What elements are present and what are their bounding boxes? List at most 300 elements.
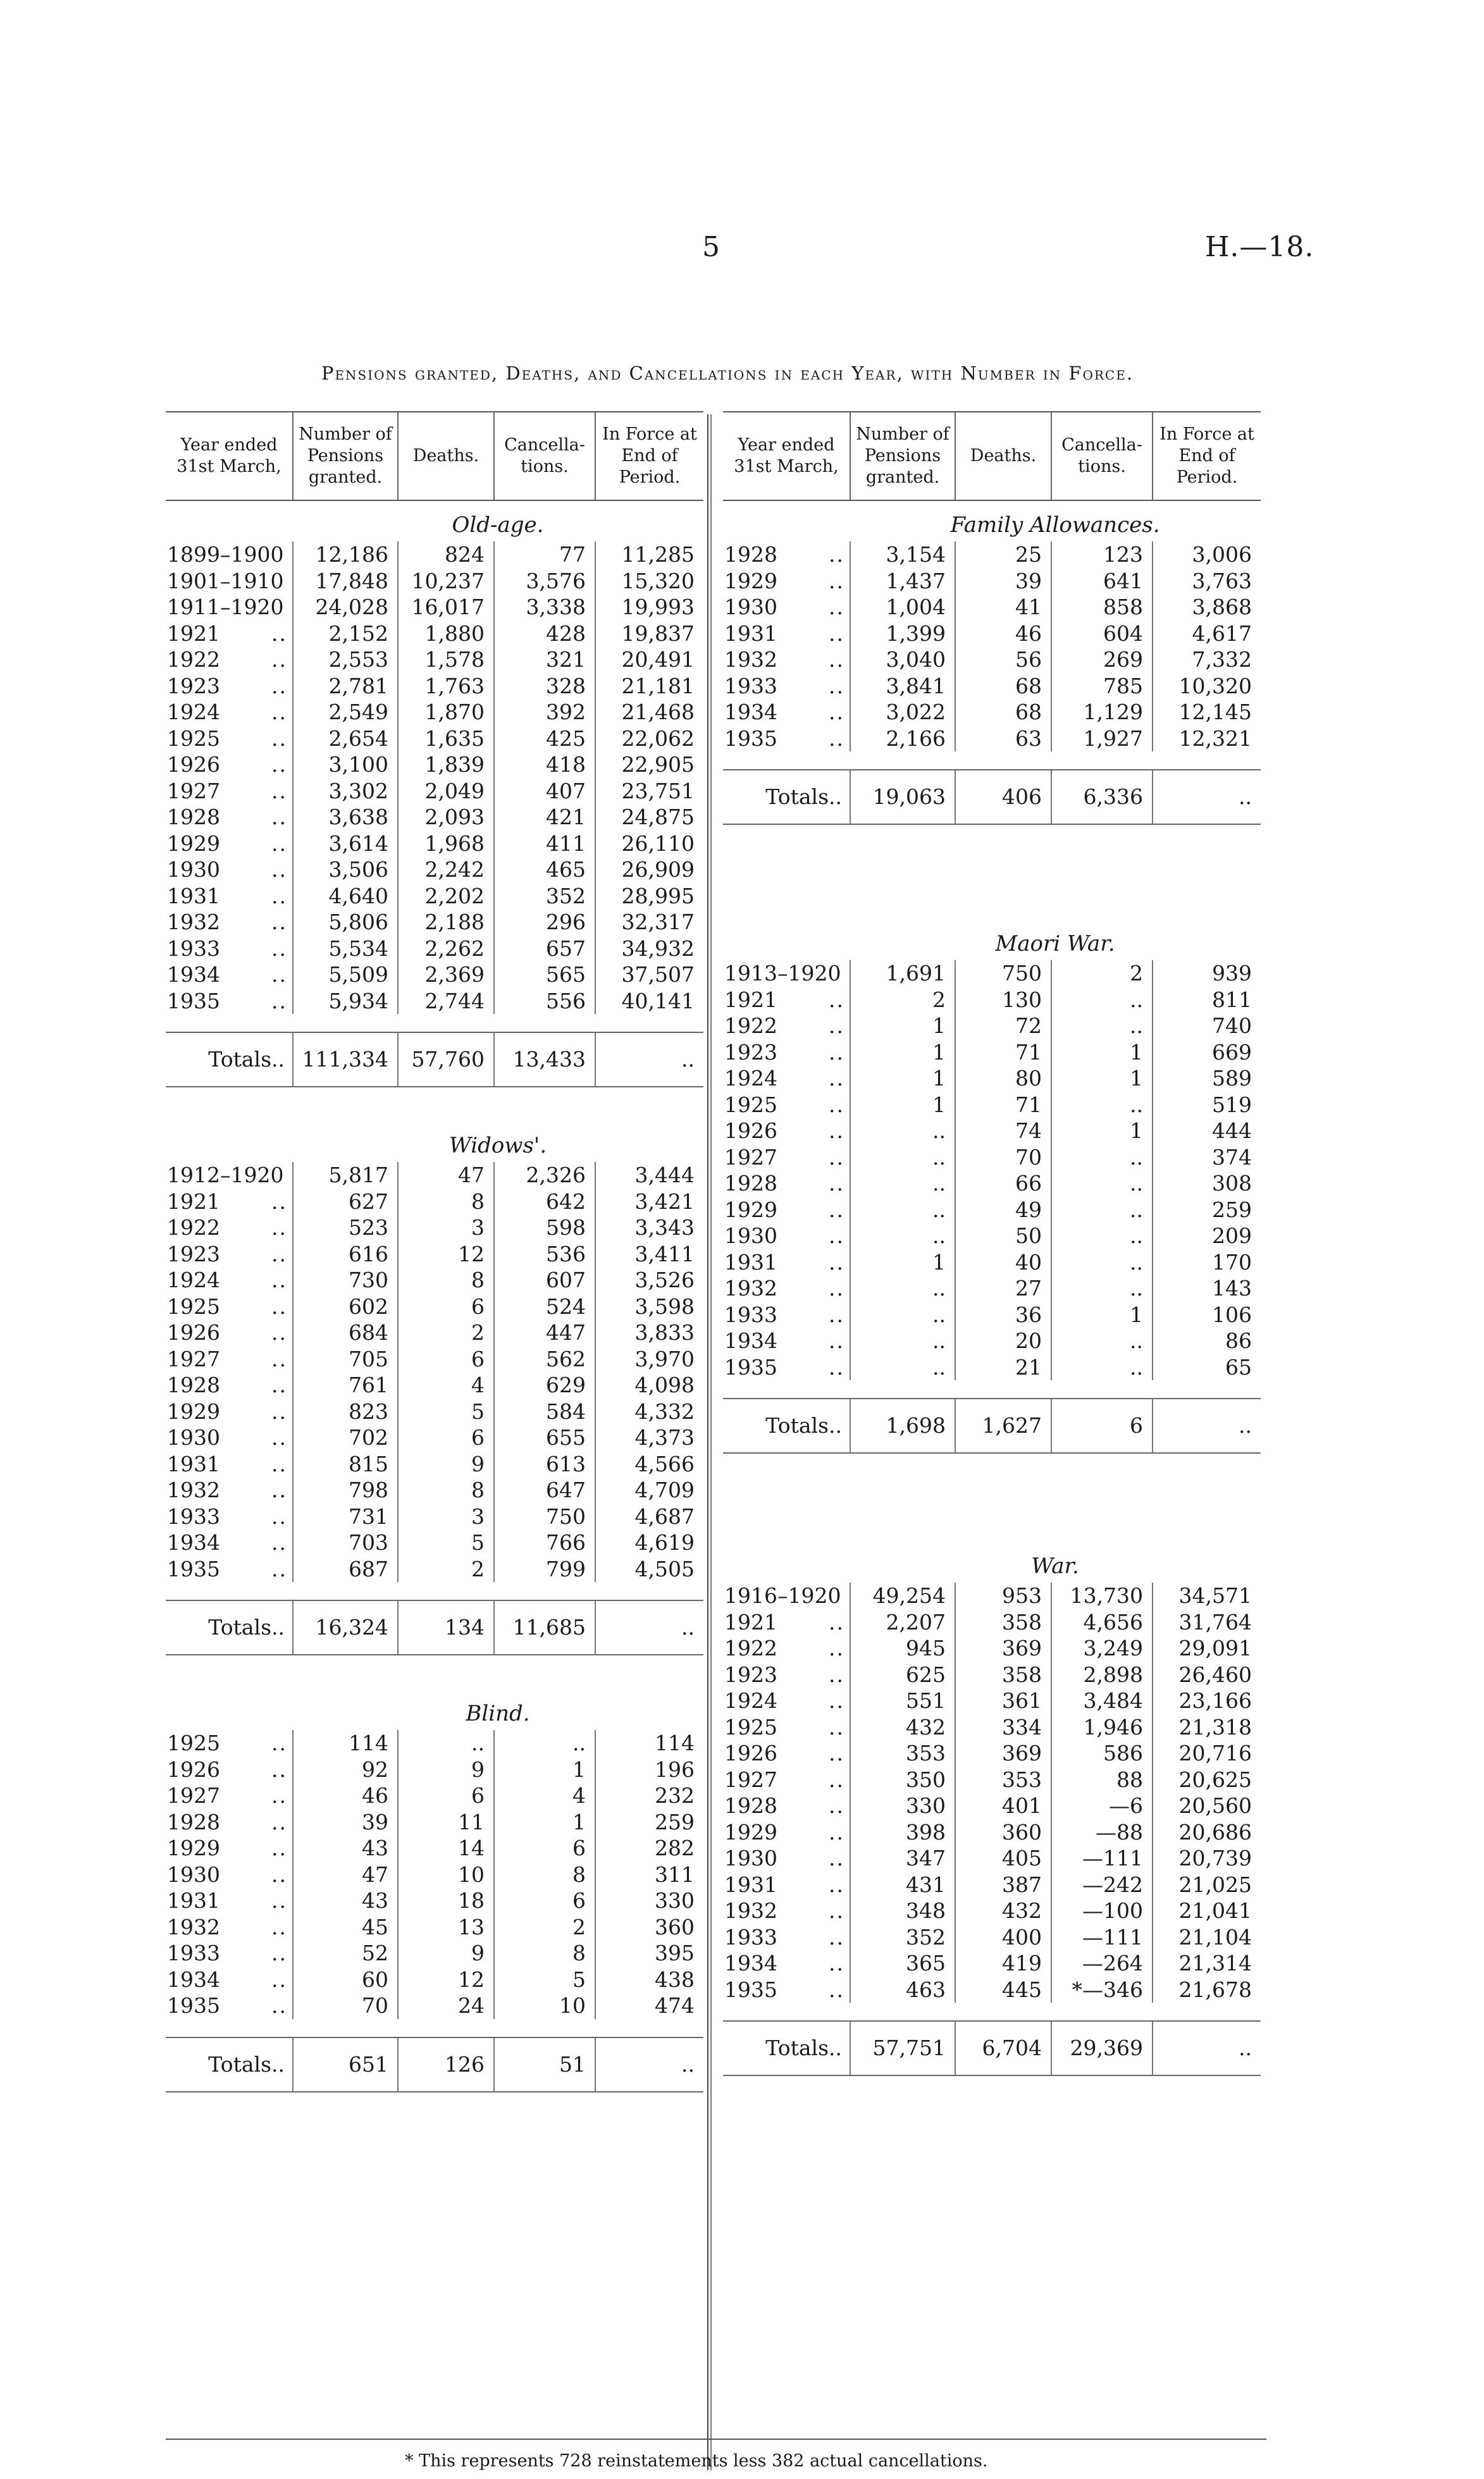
year-label: 1928 [167,1373,220,1397]
table-row [723,1950,1261,1977]
deaths-cell: 40 [955,1249,1051,1276]
leader-dots: .. [271,1993,287,2018]
in-force-cell: 3,006 [1152,541,1261,568]
table-row [723,568,1261,595]
year-label: 1935 [167,988,220,1013]
granted-cell: 731 [292,1504,397,1530]
table-row [166,1372,703,1399]
in-force-cell: 20,739 [1152,1845,1261,1872]
header-cancellations: Cancella-tions. [1051,412,1152,500]
table-row [723,1740,1261,1767]
table-row [166,1783,703,1809]
cancellations-cell: 352 [493,883,595,910]
cancellations-cell: —100 [1051,1898,1152,1924]
granted-cell: 1 [850,1039,955,1066]
section-widows [166,1122,703,1655]
granted-cell: 1 [850,1249,955,1276]
table-row [723,1013,1261,1039]
cancellations-cell: .. [1051,1144,1152,1171]
year-label: 1933 [167,1941,220,1965]
year-label: 1931 [724,621,777,646]
cancellations-cell: —111 [1051,1845,1152,1872]
table-row [166,1425,703,1451]
granted-cell: 3,302 [292,778,397,805]
in-force-cell: 3,763 [1152,568,1261,595]
leader-dots: .. [829,1197,844,1222]
in-force-cell: 26,460 [1152,1662,1261,1688]
granted-cell: 92 [292,1757,397,1783]
table-row [723,1898,1261,1924]
in-force-cell: 23,751 [595,778,703,805]
table-row [166,1477,703,1504]
granted-cell: .. [850,1354,955,1381]
granted-cell: 3,100 [292,751,397,778]
year-cell [723,1223,850,1249]
year-cell [166,1504,292,1530]
table-row [723,699,1261,726]
in-force-cell: 374 [1152,1144,1261,1171]
year-cell [166,1993,292,2019]
table-row [723,1977,1261,2003]
year-label: 1930 [724,595,777,619]
year-label: 1934 [167,1530,220,1555]
year-cell [166,778,292,805]
deaths-cell: 2,369 [397,961,493,988]
granted-cell: 43 [292,1835,397,1862]
granted-cell: 761 [292,1372,397,1399]
granted-cell: 70 [292,1993,397,2019]
year-label: 1923 [724,1662,777,1687]
year-cell [723,1845,850,1872]
deaths-cell: 824 [397,541,493,568]
year-cell [723,1092,850,1118]
year-label: 1926 [167,1320,220,1345]
cancellations-cell: 418 [493,751,595,778]
header-year: Year ended 31st March, [176,435,281,476]
cancellations-cell: 88 [1051,1767,1152,1793]
year-label: 1933 [167,936,220,961]
in-force-cell: 939 [1152,960,1261,987]
section-war [723,1542,1261,2076]
table-row [723,1635,1261,1662]
year-cell [166,883,292,910]
year-label: 1925 [724,1092,777,1117]
cancellations-cell: 123 [1051,541,1152,568]
year-cell [166,1862,292,1888]
cancellations-cell: 562 [493,1346,595,1373]
granted-cell: 4,640 [292,883,397,910]
year-cell [166,961,292,988]
year-cell [166,1189,292,1215]
deaths-cell: 8 [397,1189,493,1215]
leader-dots: .. [829,542,844,567]
year-label: 1935 [724,1977,777,2002]
in-force-cell: 259 [595,1809,703,1836]
year-cell [723,1275,850,1302]
leader-dots: .. [271,1914,287,1939]
table-row [166,1888,703,1914]
in-force-cell: 3,868 [1152,594,1261,621]
deaths-cell: 49 [955,1197,1051,1223]
deaths-cell: 50 [955,1223,1051,1249]
table-row [723,594,1261,621]
cancellations-cell: 1 [493,1809,595,1836]
table-row [723,1249,1261,1276]
year-label: 1912–1920 [167,1163,284,1187]
in-force-cell: 308 [1152,1170,1261,1197]
year-label: 1924 [167,700,220,724]
table-row [723,1092,1261,1118]
leader-dots: .. [271,1809,287,1834]
year-cell [166,751,292,778]
table-row [723,1924,1261,1951]
total-granted: 57,751 [850,2022,955,2075]
header-in-force: In Force at End of Period. [595,412,703,500]
table-row [723,646,1261,673]
year-cell [166,1346,292,1373]
table-row [166,1399,703,1425]
header-deaths: Deaths. [397,412,493,500]
deaths-cell: 445 [955,1977,1051,2003]
leader-dots: .. [829,568,844,593]
leader-dots: .. [829,1819,844,1845]
year-cell [723,1118,850,1144]
year-label: 1929 [167,831,220,856]
deaths-cell: 6 [397,1346,493,1373]
cancellations-cell: 1 [1051,1118,1152,1144]
in-force-cell: 444 [1152,1118,1261,1144]
deaths-cell: 1,880 [397,621,493,647]
cancellations-cell: —242 [1051,1872,1152,1898]
year-cell [723,699,850,726]
leader-dots: .. [829,673,844,698]
cancellations-cell: 6 [493,1888,595,1914]
granted-cell: .. [850,1144,955,1171]
leader-dots: .. [271,752,287,777]
deaths-cell: 6 [397,1783,493,1809]
cancellations-cell: 586 [1051,1740,1152,1767]
leader-dots: .. [271,1731,287,1755]
year-cell [723,960,850,987]
in-force-cell: 811 [1152,987,1261,1013]
table-row [166,778,703,805]
deaths-cell: 369 [955,1635,1051,1662]
year-cell [166,621,292,647]
granted-cell: 24,028 [292,594,397,621]
table-row [723,1872,1261,1898]
granted-cell: 1,691 [850,960,955,987]
year-label: 1927 [724,1767,777,1792]
in-force-cell: 438 [595,1967,703,1993]
table-row [166,751,703,778]
cancellations-cell: 428 [493,621,595,647]
granted-cell: .. [850,1223,955,1249]
leader-dots: .. [829,1793,844,1818]
year-cell [166,1267,292,1294]
year-cell [166,804,292,831]
deaths-cell: 74 [955,1118,1051,1144]
year-label: 1928 [724,542,777,567]
year-label: 1911–1920 [167,595,284,619]
year-cell [723,1872,850,1898]
section-title: Widows'. [448,1133,547,1158]
year-label: 1925 [167,1294,220,1319]
leader-dots: .. [829,1977,844,2002]
year-label: 1922 [724,1013,777,1038]
year-cell [166,568,292,595]
in-force-cell: 3,598 [595,1294,703,1320]
year-cell [166,1451,292,1478]
year-cell [166,594,292,621]
table-row [723,1354,1261,1381]
year-label: 1922 [167,647,220,672]
granted-cell: 39 [292,1809,397,1836]
year-cell [723,987,850,1013]
leader-dots: .. [829,1249,844,1275]
table-row [166,1241,703,1268]
footnote: * This represents 728 reinstatements less 382 actual cancellations. [405,2451,988,2471]
leader-dots: .. [829,1354,844,1380]
in-force-cell: 86 [1152,1328,1261,1354]
leader-dots: .. [829,1144,844,1170]
in-force-cell: 232 [595,1783,703,1809]
cancellations-cell: .. [1051,987,1152,1013]
leader-dots: .. [271,1241,287,1266]
cancellations-cell: 655 [493,1425,595,1451]
year-cell [723,568,850,595]
year-cell [723,1609,850,1636]
year-cell [723,621,850,647]
total-granted: 16,324 [292,1601,397,1654]
section-old-age [166,501,703,1087]
totals-label: Totals.. [208,2051,285,2077]
in-force-cell: 3,833 [595,1320,703,1346]
table-row [166,673,703,700]
table-row [723,1793,1261,1819]
year-label: 1931 [724,1249,777,1275]
total-cancellations: 51 [493,2038,595,2091]
leader-dots: .. [271,805,287,829]
in-force-cell: 34,932 [595,936,703,962]
cancellations-cell: —88 [1051,1819,1152,1846]
in-force-cell: 12,145 [1152,699,1261,726]
granted-cell: 350 [850,1767,955,1793]
deaths-cell: 68 [955,673,1051,700]
granted-cell: 353 [850,1740,955,1767]
leader-dots: .. [271,1530,287,1555]
year-cell [166,1215,292,1241]
total-in-force: .. [595,1033,703,1086]
in-force-cell: 170 [1152,1249,1261,1276]
year-cell [723,1013,850,1039]
year-cell [166,1730,292,1757]
leader-dots: .. [271,1373,287,1397]
cancellations-cell: 4,656 [1051,1609,1152,1636]
year-cell [723,1328,850,1354]
leader-dots: .. [829,987,844,1012]
total-cancellations: 13,433 [493,1033,595,1086]
leader-dots: .. [271,1320,287,1345]
header-deaths: Deaths. [955,412,1051,500]
granted-cell: 431 [850,1872,955,1898]
deaths-cell: 12 [397,1241,493,1268]
in-force-cell: 20,686 [1152,1819,1261,1846]
table-row [166,1940,703,1967]
year-label: 1931 [167,883,220,908]
leader-dots: .. [829,1039,844,1065]
in-force-cell: 65 [1152,1354,1261,1381]
granted-cell: 1 [850,1092,955,1118]
totals-row [166,2037,703,2093]
in-force-cell: 7,332 [1152,646,1261,673]
table-row [166,726,703,752]
total-cancellations: 6 [1051,1399,1152,1452]
deaths-cell: 39 [955,568,1051,595]
cancellations-cell: —6 [1051,1793,1152,1819]
deaths-cell: 56 [955,646,1051,673]
table-row [166,1346,703,1373]
table-row [166,1914,703,1941]
granted-cell: 3,040 [850,646,955,673]
cancellations-cell: 3,338 [493,594,595,621]
table-row [723,621,1261,647]
year-cell [723,1740,850,1767]
granted-cell: 2,166 [850,726,955,752]
year-cell [166,1809,292,1836]
total-deaths: 57,760 [397,1033,493,1086]
in-force-cell: 3,411 [595,1241,703,1268]
deaths-cell: 3 [397,1215,493,1241]
year-cell [723,1583,850,1609]
deaths-cell: 18 [397,1888,493,1914]
section-title: Blind. [466,1701,530,1726]
year-cell [166,1783,292,1809]
section-title: Old-age. [452,512,544,538]
left-column [166,411,703,2093]
year-label: 1925 [724,1714,777,1740]
year-cell [166,1556,292,1583]
year-cell [723,646,850,673]
leader-dots: .. [829,1609,844,1635]
table-row [166,1320,703,1346]
deaths-cell: .. [397,1730,493,1757]
year-cell [166,1757,292,1783]
deaths-cell: 1,578 [397,646,493,673]
table-row [723,1767,1261,1793]
year-label: 1923 [724,1039,777,1065]
year-label: 1929 [724,1197,777,1222]
leader-dots: .. [829,1688,844,1713]
in-force-cell: 21,041 [1152,1898,1261,1924]
cancellations-cell: 3,484 [1051,1688,1152,1714]
cancellations-cell: 407 [493,778,595,805]
year-label: 1934 [167,1967,220,1992]
in-force-cell: 20,560 [1152,1793,1261,1819]
in-force-cell: 21,025 [1152,1872,1261,1898]
total-cancellations: 11,685 [493,1601,595,1654]
deaths-cell: 70 [955,1144,1051,1171]
table-row [723,541,1261,568]
cancellations-cell: .. [493,1730,595,1757]
total-in-force: .. [595,2038,703,2091]
table-row [166,883,703,910]
deaths-cell: 432 [955,1898,1051,1924]
granted-cell: 47 [292,1862,397,1888]
cancellations-cell: 584 [493,1399,595,1425]
table-row [166,621,703,647]
cancellations-cell: 5 [493,1967,595,1993]
deaths-cell: 41 [955,594,1051,621]
deaths-cell: 9 [397,1451,493,1478]
table-row [166,936,703,962]
year-cell [166,726,292,752]
in-force-cell: 395 [595,1940,703,1967]
cancellations-cell: 629 [493,1372,595,1399]
year-label: 1921 [167,1189,220,1214]
right-column [723,411,1261,2076]
leader-dots: .. [829,1741,844,1765]
year-label: 1932 [724,647,777,672]
granted-cell: 823 [292,1399,397,1425]
granted-cell: 702 [292,1425,397,1451]
leader-dots: .. [271,1478,287,1502]
leader-dots: .. [829,1714,844,1740]
year-cell [723,1977,850,2003]
leader-dots: .. [829,1328,844,1353]
granted-cell: 114 [292,1730,397,1757]
deaths-cell: 130 [955,987,1051,1013]
year-label: 1933 [724,1302,777,1327]
table-row [723,1223,1261,1249]
year-label: 1926 [724,1741,777,1765]
granted-cell: 684 [292,1320,397,1346]
year-label: 1929 [724,1819,777,1845]
granted-cell: 49,254 [850,1583,955,1609]
granted-cell: 616 [292,1241,397,1268]
leader-dots: .. [271,1346,287,1371]
year-label: 1933 [167,1504,220,1529]
table-row [166,699,703,726]
table-row [723,1170,1261,1197]
granted-cell: 52 [292,1940,397,1967]
cancellations-cell: 607 [493,1267,595,1294]
table-row [166,1862,703,1888]
deaths-cell: 71 [955,1092,1051,1118]
in-force-cell: 40,141 [595,988,703,1015]
granted-cell: 347 [850,1845,955,1872]
granted-cell: 3,022 [850,699,955,726]
year-cell [166,1372,292,1399]
in-force-cell: 20,625 [1152,1767,1261,1793]
granted-cell: 3,614 [292,831,397,857]
year-label: 1925 [167,726,220,751]
year-label: 1935 [167,1993,220,2018]
leader-dots: .. [271,936,287,961]
leader-dots: .. [829,1924,844,1950]
year-cell [166,936,292,962]
deaths-cell: 9 [397,1757,493,1783]
deaths-cell: 353 [955,1767,1051,1793]
table-row [723,1819,1261,1846]
deaths-cell: 13 [397,1914,493,1941]
cancellations-cell: 1,927 [1051,726,1152,752]
cancellations-cell: 556 [493,988,595,1015]
leader-dots: .. [829,1302,844,1327]
table-row [166,961,703,988]
year-label: 1929 [167,1399,220,1424]
cancellations-cell: .. [1051,1092,1152,1118]
year-cell [166,699,292,726]
